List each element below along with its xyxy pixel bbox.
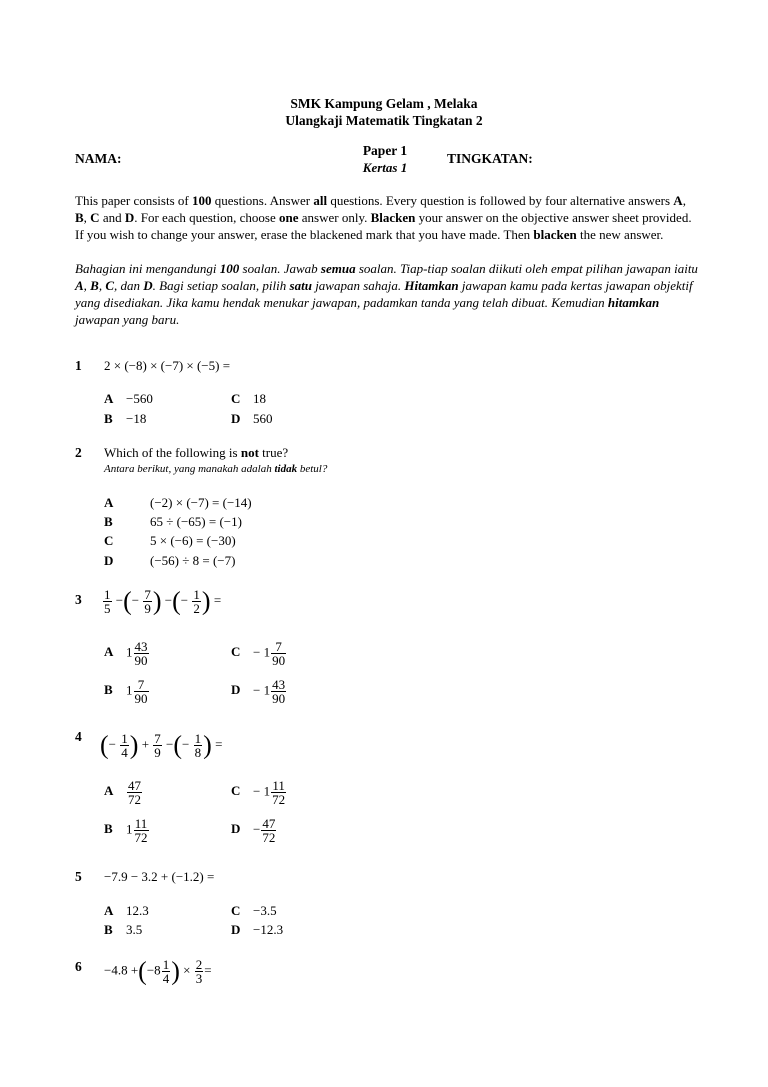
q1-option-a: A −560 — [104, 391, 153, 406]
question-number: 2 — [75, 445, 82, 460]
instructions-english: This paper consists of 100 questions. Answer all questions. Every question is followed by four alternative answers A, B, C and D. For each question, choose one answer only. Blacken your answer on the objective answer sheet provided. If you wish to change your answer, erase the blackened mark that you have made. Then blacken the new answer. — [75, 193, 692, 242]
question-number: 1 — [75, 358, 82, 373]
question-number: 3 — [75, 592, 82, 607]
q5-expression: −7.9 − 3.2 + (−1.2) = — [104, 869, 215, 884]
q5-option-d: D −12.3 — [231, 922, 284, 937]
question-number: 4 — [75, 729, 82, 744]
q1-option-c: C 18 — [231, 391, 266, 406]
kertas-label: Kertas 1 — [362, 160, 408, 175]
q6-expression: −4.8 +(−8 $\frac{1}{4}$ ) × $\frac{2}{3}$ = — [104, 956, 212, 986]
q2-option-c: C 5 × (−6) = (−30) — [104, 533, 236, 548]
q3-option-a: A 1 $\frac{43}{90}$ — [104, 639, 148, 668]
q2-question: Which of the following is not true? — [104, 445, 289, 460]
q5-option-a: A 12.3 — [104, 903, 149, 918]
q5-option-b: B 3.5 — [104, 922, 143, 937]
q3-option-c: C − 1 $\frac{7}{90}$ — [231, 639, 286, 668]
q1-expression: 2 × (−8) × (−7) × (−5) = — [104, 358, 231, 373]
q4-option-d: D − $\frac{47}{72}$ — [231, 816, 276, 845]
q3-option-d: D − 1 $\frac{43}{90}$ — [231, 677, 286, 706]
q2-option-b: B 65 ÷ (−65) = (−1) — [104, 514, 242, 529]
paper-label: Paper 1 — [362, 143, 408, 158]
q3-option-b: B 1 $\frac{7}{90}$ — [104, 677, 148, 706]
q1-option-b: B −18 — [104, 411, 147, 426]
question-number: 5 — [75, 869, 82, 884]
nama-label: NAMA: — [75, 151, 122, 166]
instructions-malay: Bahagian ini mengandungi 100 soalan. Jawab semua soalan. Tiap-tiap soalan diikuti oleh empat pilihan jawapan iaitu A, B, C, dan D. Bagi setiap soalan, pilih satu jawapan sahaja. Hitamkan jawapan kamu pada kertas jawapan objektif yang disediakan. Jika kamu hendak menukar jawapan, padamkan tanda yang telah dibuat. Kemudian hitamkan jawapan yang baru. — [75, 261, 698, 327]
q5-option-c: C −3.5 — [231, 903, 277, 918]
q2-question-malay: Antara berikut, yang manakah adalah tidak betul? — [104, 463, 328, 475]
exam-title: Ulangkaji Matematik Tingkatan 2 — [285, 113, 483, 128]
q2-option-d: D (−56) ÷ 8 = (−7) — [104, 553, 236, 568]
school-name: SMK Kampung Gelam , Melaka — [290, 96, 478, 111]
q4-option-c: C − 1 $\frac{11}{72}$ — [231, 778, 286, 807]
q4-expression: (− $\frac{1}{4}$ ) + $\frac{7}{9}$ −(− $\frac{1}{8}$ ) = — [100, 730, 223, 760]
q1-option-d: D 560 — [231, 411, 273, 426]
q4-option-b: B 1 $\frac{11}{72}$ — [104, 816, 148, 845]
q3-expression: $\frac{1}{5}$ −(− $\frac{7}{9}$ ) −(− $\frac{1}{2}$ ) = — [104, 586, 222, 616]
q4-option-a: A $\frac{47}{72}$ — [104, 778, 141, 807]
question-number: 6 — [75, 959, 82, 974]
tingkatan-label: TINGKATAN: — [447, 151, 533, 166]
q2-option-a: A (−2) × (−7) = (−14) — [104, 495, 252, 510]
